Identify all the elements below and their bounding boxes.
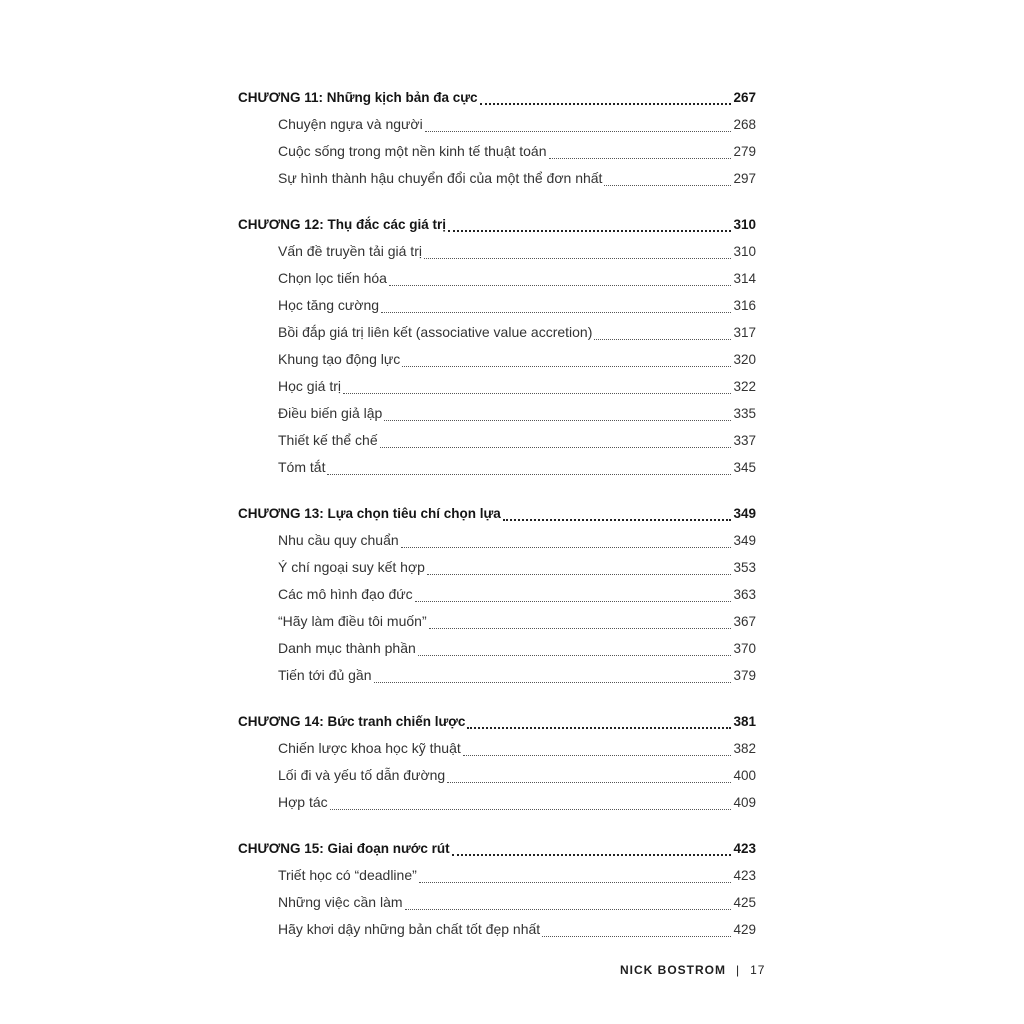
dot-leader — [401, 546, 732, 548]
section-entry-page-number: 382 — [733, 741, 756, 756]
section-entry — [238, 581, 756, 608]
chapter-block — [238, 708, 756, 816]
chapter-heading — [238, 84, 756, 111]
dot-leader — [429, 627, 732, 629]
section-entry — [238, 554, 756, 581]
section-entry-page-number: 353 — [733, 560, 756, 575]
section-entry — [238, 373, 756, 400]
section-entry-page-number: 317 — [733, 325, 756, 340]
page-footer — [620, 963, 765, 977]
dot-leader — [374, 681, 732, 683]
dot-leader — [480, 102, 732, 105]
section-entry-page-number: 363 — [733, 587, 756, 602]
dot-leader — [503, 518, 732, 521]
section-entry-title: Triết học có “deadline” — [278, 867, 417, 883]
section-entry — [238, 527, 756, 554]
chapter-block — [238, 211, 756, 481]
section-entry — [238, 111, 756, 138]
section-entry-title: Bồi đắp giá trị liên kết (associative value accretion) — [278, 324, 593, 340]
dot-leader — [447, 781, 731, 783]
section-entry-page-number: 279 — [733, 144, 756, 159]
section-entry — [238, 635, 756, 662]
chapter-heading — [238, 708, 756, 735]
dot-leader — [594, 338, 731, 340]
section-entry — [238, 238, 756, 265]
chapter-heading-title: CHƯƠNG 14: Bức tranh chiến lược — [238, 714, 466, 729]
section-entry — [238, 916, 756, 943]
dot-leader — [381, 311, 731, 313]
section-entry-title: Danh mục thành phần — [278, 640, 416, 656]
dot-leader — [542, 935, 731, 937]
dot-leader — [389, 284, 732, 286]
section-entry-title: Các mô hình đạo đức — [278, 586, 413, 602]
section-entry — [238, 265, 756, 292]
section-entry-title: Vấn đề truyền tải giá trị — [278, 243, 422, 259]
section-entry — [238, 138, 756, 165]
section-entry-title: Điều biến giả lập — [278, 405, 383, 421]
chapter-heading-title: CHƯƠNG 13: Lựa chọn tiêu chí chọn lựa — [238, 506, 501, 521]
chapter-heading — [238, 211, 756, 238]
section-entry-page-number: 367 — [733, 614, 756, 629]
chapter-heading — [238, 500, 756, 527]
section-entry-title: Chuyện ngựa và người — [278, 116, 423, 132]
section-entry-page-number: 322 — [733, 379, 756, 394]
section-entry-page-number: 370 — [733, 641, 756, 656]
dot-leader — [419, 881, 732, 883]
section-entry-title: Tóm tắt — [278, 459, 326, 475]
section-entry-title: Cuộc sống trong một nền kinh tế thuật toán — [278, 143, 547, 159]
section-entry — [238, 662, 756, 689]
section-entry-page-number: 316 — [733, 298, 756, 313]
section-entry-title: Hãy khơi dậy những bản chất tốt đẹp nhất — [278, 921, 541, 937]
section-entry — [238, 608, 756, 635]
section-entry-page-number: 310 — [733, 244, 756, 259]
section-entry-page-number: 400 — [733, 768, 756, 783]
section-entry-page-number: 349 — [733, 533, 756, 548]
dot-leader — [415, 600, 732, 602]
section-entry-title: “Hãy làm điều tôi muốn” — [278, 613, 427, 629]
chapter-heading-page-number: 267 — [733, 90, 756, 105]
section-entry — [238, 454, 756, 481]
dot-leader — [380, 446, 732, 448]
chapter-heading-page-number: 310 — [733, 217, 756, 232]
section-entry-page-number: 314 — [733, 271, 756, 286]
dot-leader — [604, 184, 731, 186]
table-of-contents — [238, 84, 756, 962]
section-entry — [238, 319, 756, 346]
section-entry-page-number: 429 — [733, 922, 756, 937]
section-entry-page-number: 379 — [733, 668, 756, 683]
dot-leader — [425, 130, 732, 132]
section-entry-title: Những việc cần làm — [278, 894, 403, 910]
section-entry — [238, 346, 756, 373]
dot-leader — [343, 392, 731, 394]
section-entry-page-number: 345 — [733, 460, 756, 475]
section-entry-page-number: 268 — [733, 117, 756, 132]
dot-leader — [427, 573, 732, 575]
section-entry-title: Thiết kế thể chế — [278, 432, 378, 448]
chapter-heading — [238, 835, 756, 862]
footer-author: NICK BOSTROM — [620, 963, 726, 977]
section-entry-title: Học giá trị — [278, 378, 342, 394]
section-entry — [238, 862, 756, 889]
section-entry-page-number: 297 — [733, 171, 756, 186]
section-entry — [238, 762, 756, 789]
dot-leader — [327, 473, 731, 475]
footer-separator: | — [736, 963, 741, 977]
chapter-heading-page-number: 423 — [733, 841, 756, 856]
dot-leader — [418, 654, 732, 656]
section-entry-title: Chọn lọc tiến hóa — [278, 270, 387, 286]
dot-leader — [330, 808, 732, 810]
section-entry — [238, 165, 756, 192]
section-entry-title: Tiến tới đủ gần — [278, 667, 372, 683]
section-entry-title: Học tăng cường — [278, 297, 380, 313]
section-entry-page-number: 335 — [733, 406, 756, 421]
section-entry-page-number: 320 — [733, 352, 756, 367]
chapter-heading-title: CHƯƠNG 11: Những kịch bản đa cực — [238, 90, 478, 105]
section-entry — [238, 292, 756, 319]
dot-leader — [452, 853, 732, 856]
chapter-block — [238, 84, 756, 192]
dot-leader — [463, 754, 732, 756]
dot-leader — [384, 419, 731, 421]
dot-leader — [467, 726, 731, 729]
section-entry-page-number: 423 — [733, 868, 756, 883]
chapter-heading-title: CHƯƠNG 12: Thụ đắc các giá trị — [238, 217, 447, 232]
dot-leader — [405, 908, 732, 910]
dot-leader — [402, 365, 731, 367]
chapter-block — [238, 500, 756, 689]
section-entry-title: Khung tạo động lực — [278, 351, 401, 367]
section-entry-title: Hợp tác — [278, 794, 328, 810]
chapter-block — [238, 835, 756, 943]
section-entry-title: Ý chí ngoại suy kết hợp — [278, 559, 425, 575]
section-entry-title: Lối đi và yếu tố dẫn đường — [278, 767, 446, 783]
section-entry — [238, 889, 756, 916]
dot-leader — [424, 257, 731, 259]
section-entry — [238, 400, 756, 427]
chapter-heading-title: CHƯƠNG 15: Giai đoạn nước rút — [238, 841, 450, 856]
section-entry — [238, 789, 756, 816]
footer-page-number: 17 — [750, 963, 766, 977]
section-entry-page-number: 337 — [733, 433, 756, 448]
section-entry — [238, 427, 756, 454]
section-entry-title: Nhu cầu quy chuẩn — [278, 532, 399, 548]
section-entry — [238, 735, 756, 762]
chapter-heading-page-number: 381 — [733, 714, 756, 729]
section-entry-page-number: 425 — [733, 895, 756, 910]
dot-leader — [549, 157, 732, 159]
section-entry-page-number: 409 — [733, 795, 756, 810]
section-entry-title: Sự hình thành hậu chuyển đổi của một thể đơn nhất — [278, 170, 603, 186]
section-entry-title: Chiến lược khoa học kỹ thuật — [278, 740, 461, 756]
dot-leader — [448, 229, 731, 232]
chapter-heading-page-number: 349 — [733, 506, 756, 521]
